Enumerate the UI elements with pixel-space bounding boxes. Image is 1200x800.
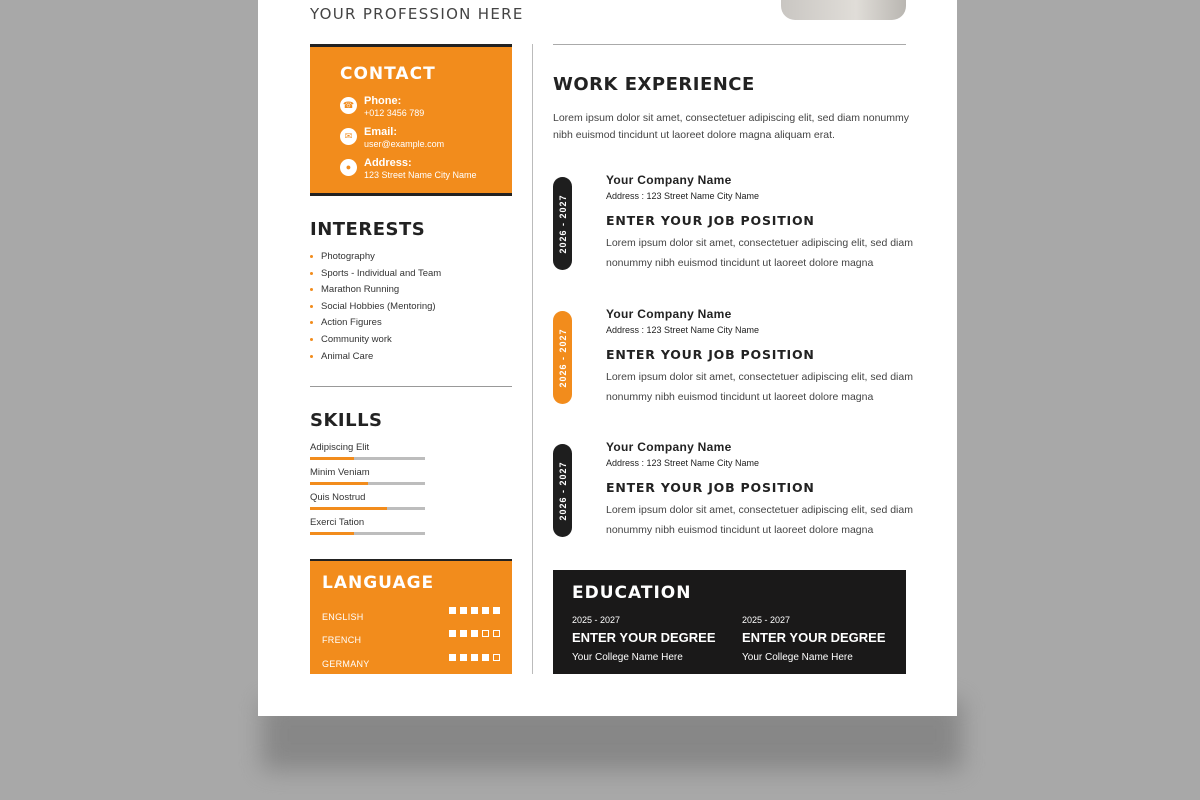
rating-filled-square <box>460 654 467 661</box>
rating-filled-square <box>471 607 478 614</box>
language-name: FRENCH <box>322 635 362 645</box>
education-college: Your College Name Here <box>742 652 853 663</box>
profession-title: YOUR PROFESSION HERE <box>310 5 524 23</box>
company-address: Address : 123 Street Name City Name <box>606 458 760 468</box>
work-experience-title: WORK EXPERIENCE <box>553 74 755 95</box>
list-item: Social Hobbies (Mentoring) <box>310 300 441 317</box>
contact-title: CONTACT <box>340 64 436 84</box>
language-rating <box>449 654 500 661</box>
rating-filled-square <box>449 630 456 637</box>
skill-bar <box>310 532 425 535</box>
education-degree: ENTER YOUR DEGREE <box>742 630 886 645</box>
rating-filled-square <box>460 630 467 637</box>
language-row <box>322 654 500 672</box>
rating-filled-square <box>482 654 489 661</box>
list-item: Animal Care <box>310 350 441 367</box>
skill-name: Quis Nostrud <box>310 492 366 503</box>
education-college: Your College Name Here <box>572 652 683 663</box>
education-years: 2025 - 2027 <box>572 615 621 625</box>
year-pill <box>553 311 572 404</box>
education-item <box>742 615 886 663</box>
rating-empty-square <box>482 630 489 637</box>
rating-filled-square <box>471 654 478 661</box>
job-description: Lorem ipsum dolor sit amet, consectetuer adipiscing elit, sed diam nonummy nibh euismod tincidunt ut laoreet dolore magna <box>606 371 913 403</box>
skill-name: Exerci Tation <box>310 517 365 528</box>
language-row <box>322 630 500 648</box>
column-divider <box>532 44 533 674</box>
location-icon: ● <box>340 159 357 176</box>
education-section <box>553 570 906 674</box>
contact-label: Phone: <box>364 95 402 107</box>
education-degree: ENTER YOUR DEGREE <box>572 630 716 645</box>
list-item: Community work <box>310 333 441 350</box>
language-rating <box>449 630 500 637</box>
skill-bar-fill <box>310 532 354 535</box>
profile-photo <box>781 0 906 20</box>
skill-bar <box>310 482 425 485</box>
list-item: Action Figures <box>310 316 441 333</box>
job-description: Lorem ipsum dolor sit amet, consectetuer adipiscing elit, sed diam nonummy nibh euismod tincidunt ut laoreet dolore magna <box>606 237 913 269</box>
skill-bar-fill <box>310 507 387 510</box>
contact-label: Email: <box>364 126 398 138</box>
rating-empty-square <box>493 654 500 661</box>
language-name: GERMANY <box>322 659 370 669</box>
interests-title: INTERESTS <box>310 219 426 240</box>
rating-filled-square <box>493 607 500 614</box>
rating-filled-square <box>471 630 478 637</box>
skill-item <box>310 442 425 453</box>
contact-section <box>310 44 512 196</box>
interests-list <box>310 250 441 366</box>
company-name: Your Company Name <box>606 307 732 321</box>
rating-filled-square <box>449 607 456 614</box>
work-intro: Lorem ipsum dolor sit amet, consectetuer adipiscing elit, sed diam nonummy nibh euismod tincidunt ut laoreet dolore magna aliquam erat. <box>553 112 909 141</box>
company-address: Address : 123 Street Name City Name <box>606 191 760 201</box>
contact-value: 123 Street Name City Name <box>364 170 477 180</box>
company-address: Address : 123 Street Name City Name <box>606 325 760 335</box>
skill-item <box>310 467 425 478</box>
skill-bar <box>310 507 425 510</box>
rating-filled-square <box>460 607 467 614</box>
rating-filled-square <box>482 607 489 614</box>
education-years: 2025 - 2027 <box>742 615 791 625</box>
year-pill <box>553 177 572 270</box>
year-pill <box>553 444 572 537</box>
skill-name: Adipiscing Elit <box>310 442 370 453</box>
rating-filled-square <box>449 654 456 661</box>
list-item: Photography <box>310 250 441 267</box>
skill-item <box>310 492 425 503</box>
education-title: EDUCATION <box>572 583 692 603</box>
divider <box>310 386 512 387</box>
company-name: Your Company Name <box>606 440 732 454</box>
job-position: ENTER YOUR JOB POSITION <box>606 480 815 495</box>
phone-icon: ☎ <box>340 97 357 114</box>
job-years: 2026 - 2027 <box>557 460 568 521</box>
resume-page <box>258 0 957 716</box>
language-title: LANGUAGE <box>322 573 435 593</box>
language-row <box>322 607 500 625</box>
job-position: ENTER YOUR JOB POSITION <box>606 347 815 362</box>
list-item: Sports - Individual and Team <box>310 267 441 284</box>
skill-name: Minim Veniam <box>310 467 370 478</box>
skills-title: SKILLS <box>310 410 383 431</box>
job-years: 2026 - 2027 <box>557 327 568 388</box>
contact-value: +012 3456 789 <box>364 108 425 118</box>
mail-icon: ✉ <box>340 128 357 145</box>
rating-empty-square <box>493 630 500 637</box>
contact-value: user@example.com <box>364 139 445 149</box>
skill-bar-fill <box>310 482 368 485</box>
company-name: Your Company Name <box>606 173 732 187</box>
skill-bar-fill <box>310 457 354 460</box>
job-description: Lorem ipsum dolor sit amet, consectetuer adipiscing elit, sed diam nonummy nibh euismod tincidunt ut laoreet dolore magna <box>606 504 913 536</box>
education-item <box>572 615 716 663</box>
contact-label: Address: <box>364 157 412 169</box>
language-section <box>310 559 512 674</box>
language-rating <box>449 607 500 614</box>
language-name: ENGLISH <box>322 612 364 622</box>
skill-bar <box>310 457 425 460</box>
skill-item <box>310 517 425 528</box>
divider <box>553 44 906 45</box>
job-position: ENTER YOUR JOB POSITION <box>606 213 815 228</box>
list-item: Marathon Running <box>310 283 441 300</box>
job-years: 2026 - 2027 <box>557 193 568 254</box>
